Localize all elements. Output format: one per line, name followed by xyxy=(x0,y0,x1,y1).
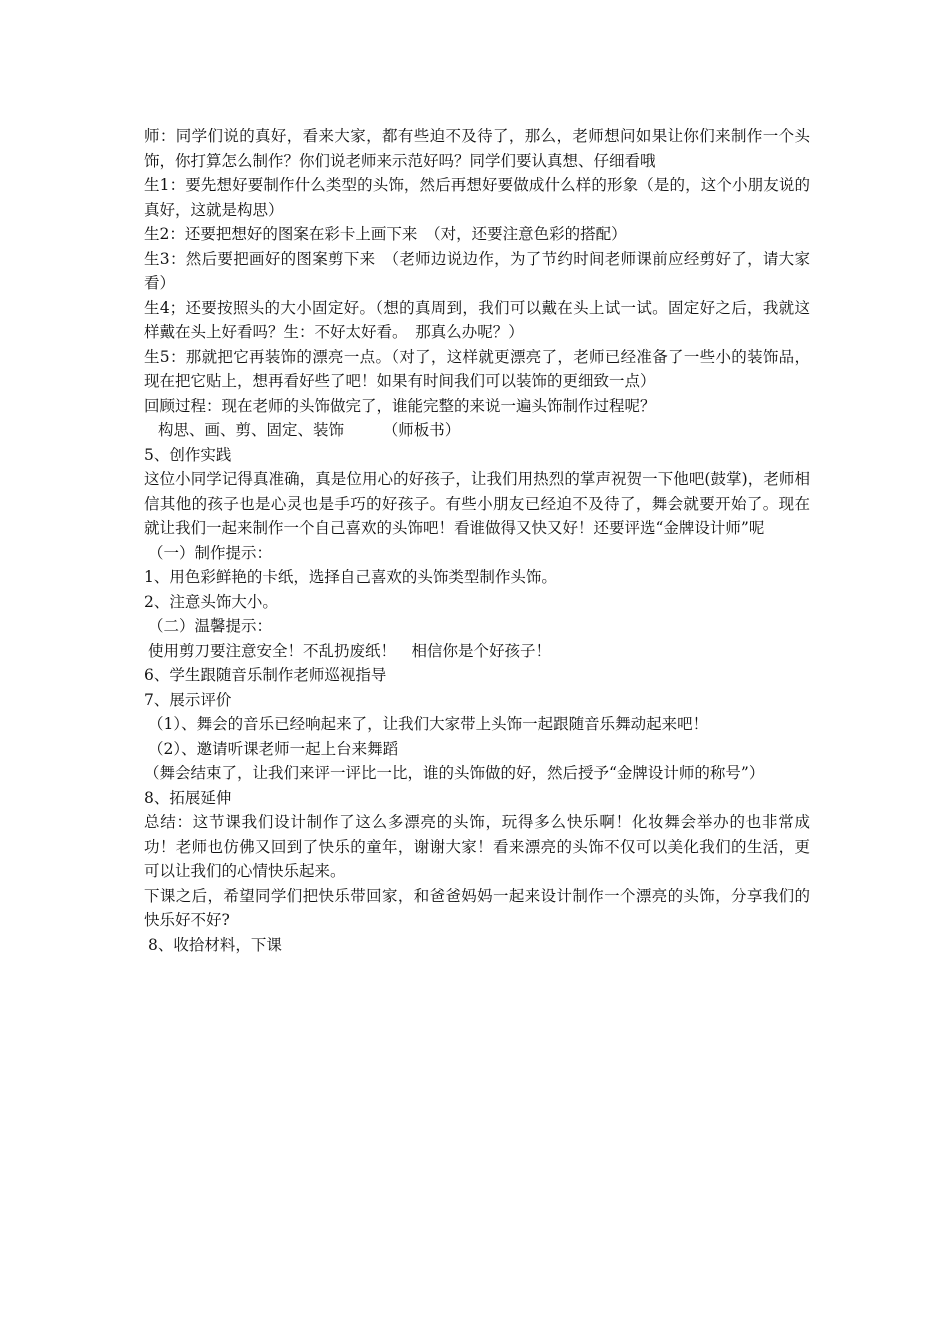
paragraph-after-class: 下课之后，希望同学们把快乐带回家，和爸爸妈妈一起来设计制作一个漂亮的头饰，分享我们的快乐好不好? xyxy=(144,886,810,929)
paragraph-safety-tip: 使用剪刀要注意安全！不乱扔废纸！ 相信你是个好孩子！ xyxy=(148,641,552,660)
document-body xyxy=(144,124,810,957)
subheading-making-tips: （一）制作提示： xyxy=(148,543,273,562)
paragraph-student-1: 生1：要先想好要制作什么类型的头饰，然后再想好要做成什么样的形象（是的，这个小朋友说的真好，这就是构思） xyxy=(144,176,810,219)
paragraph-award: （舞会结束了，让我们来评一评比一比，谁的头饰做的好，然后授予“金牌设计师的称号”） xyxy=(144,764,765,782)
list-item-evaluation-2: （2）、邀请听课老师一起上台来舞蹈 xyxy=(148,739,399,758)
list-item-tip-2: 2、注意头饰大小。 xyxy=(144,592,278,611)
paragraph-student-5: 生5：那就把它再装饰的漂亮一点。（对了，这样就更漂亮了，老师已经准备了一些小的装饰品，现在把它贴上，想再看好些了吧！如果有时间我们可以装饰的更细致一点） xyxy=(144,347,810,390)
section-heading-8: 8、拓展延伸 xyxy=(144,788,232,807)
paragraph-review-process: 回顾过程：现在老师的头饰做完了，谁能完整的来说一遍头饰制作过程呢？ xyxy=(144,396,656,415)
paragraph-creation-intro: 这位小同学记得真准确，真是位用心的好孩子，让我们用热烈的掌声祝贺一下他吧(鼓掌)，老师相信其他的孩子也是心灵也是手巧的好孩子。有些小朋友已经迫不及待了，舞会就要开始了。现在就让我们一起来制作一个自己喜欢的头饰吧！看谁做得又快又好！还要评选“金牌设计师”呢 xyxy=(144,470,810,537)
list-item-evaluation-1: （1）、舞会的音乐已经响起来了，让我们大家带上头饰一起跟随音乐舞动起来吧！ xyxy=(148,715,709,733)
section-heading-7: 7、展示评价 xyxy=(144,690,232,709)
paragraph-student-3: 生3：然后要把画好的图案剪下来 （老师边说边作，为了节约时间老师课前应经剪好了，请大家看） xyxy=(144,249,810,292)
paragraph-steps-board: 构思、画、剪、固定、装饰 （师板书） xyxy=(158,421,461,439)
paragraph-summary: 总结：这节课我们设计制作了这么多漂亮的头饰，玩得多么快乐啊！化妆舞会举办的也非常成功！老师也仿佛又回到了快乐的童年，谢谢大家！看来漂亮的头饰不仅可以美化我们的生活，更可以让我们的心情快乐起来。 xyxy=(144,813,810,880)
subheading-warm-tips: （二）温馨提示： xyxy=(148,617,273,635)
list-item-tip-1: 1、用色彩鲜艳的卡纸，选择自己喜欢的头饰类型制作头饰。 xyxy=(144,568,557,586)
section-heading-5: 5、创作实践 xyxy=(144,445,232,464)
paragraph-student-4: 生4；还要按照头的大小固定好。（想的真周到，我们可以戴在头上试一试。固定好之后，我就这样戴在头上好看吗？生：不好太好看。 那真么办呢？） xyxy=(144,298,810,341)
paragraph-student-2: 生2：还要把想好的图案在彩卡上画下来 （对，还要注意色彩的搭配） xyxy=(144,225,627,243)
section-heading-6: 6、学生跟随音乐制作老师巡视指导 xyxy=(144,666,387,684)
paragraph-closing: 8、收拾材料，下课 xyxy=(148,935,282,954)
paragraph-teacher-question: 师：同学们说的真好，看来大家，都有些迫不及待了，那么，老师想问如果让你们来制作一个头饰，你打算怎么制作？你们说老师来示范好吗？同学们要认真想、仔细看哦 xyxy=(144,127,810,170)
